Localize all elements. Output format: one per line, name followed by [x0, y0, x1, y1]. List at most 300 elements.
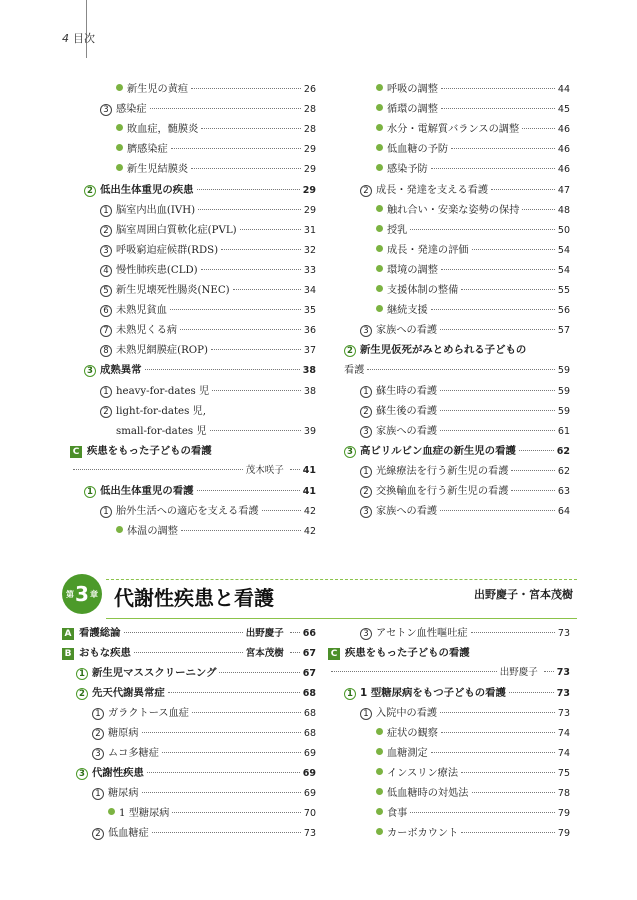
- toc-entry-page: 67: [302, 648, 316, 659]
- bullet-icon: [116, 144, 123, 151]
- leader-dots: [171, 148, 301, 149]
- toc-entry: [360, 261, 570, 277]
- item-number-badge: 1: [92, 788, 104, 800]
- toc-entry: [70, 281, 316, 297]
- leader-dots: [180, 329, 301, 330]
- leader-dots: [290, 469, 300, 470]
- toc-entry-page: 79: [557, 808, 570, 819]
- toc-entry: [360, 281, 570, 297]
- toc-entry: [360, 402, 570, 418]
- toc-entry-title: 1 型糖尿病をもつ子どもの看護: [360, 687, 506, 699]
- toc-entry-title: 低血糖の予防: [387, 144, 449, 156]
- leader-dots: [181, 530, 301, 531]
- item-number-badge: 3: [360, 325, 372, 337]
- toc-entry-page: 36: [303, 325, 316, 337]
- toc-entry-page: 35: [303, 305, 316, 317]
- bullet-icon: [376, 225, 383, 232]
- item-number-badge: 3: [100, 245, 112, 257]
- toc-entry-page: 54: [557, 264, 570, 276]
- leader-dots: [522, 128, 555, 129]
- toc-entry: [62, 744, 316, 760]
- toc-entry: [328, 644, 570, 660]
- toc-entry-page: 50: [557, 224, 570, 236]
- toc-entry-author: 茂木咲子: [245, 464, 284, 476]
- toc-entry-page: 74: [557, 748, 570, 759]
- toc-entry: [70, 80, 316, 96]
- toc-entry-title: 感染予防: [387, 164, 428, 176]
- leader-dots: [191, 168, 301, 169]
- toc-entry: [360, 784, 570, 800]
- bullet-icon: [376, 305, 383, 312]
- toc-entry-title: 新生児マススクリーニング: [92, 667, 217, 679]
- toc-entry-title: 新生児の黄疸: [127, 84, 189, 95]
- leader-dots: [441, 88, 555, 89]
- leader-dots: [221, 249, 301, 250]
- leader-dots: [431, 752, 555, 753]
- leader-dots: [511, 470, 554, 471]
- chapter-rule-solid: [106, 618, 577, 619]
- toc-entry-title: 糖尿病: [108, 788, 139, 799]
- toc-entry-title: 低出生体重児の看護: [100, 485, 194, 497]
- toc-entry: [360, 321, 570, 337]
- leader-dots: [192, 712, 301, 713]
- toc-entry-page: 38: [302, 365, 316, 377]
- toc-entry-title: 家族への看護: [376, 425, 438, 437]
- toc-entry-title: 家族への看護: [376, 506, 438, 518]
- toc-entry-page: 74: [557, 728, 570, 739]
- leader-dots: [124, 632, 243, 633]
- toc-entry-title: 臍感染症: [127, 144, 168, 156]
- toc-entry: [70, 361, 316, 377]
- toc-entry-title: アセトン血性嘔吐症: [376, 628, 468, 639]
- toc-entry-title: おもな疾患: [79, 647, 131, 659]
- bullet-icon: [376, 124, 383, 131]
- toc-entry: [360, 724, 570, 740]
- item-number-badge: 2: [92, 828, 104, 840]
- chapter-rule-dashed: [106, 579, 577, 580]
- leader-dots: [152, 832, 301, 833]
- toc-entry-title: 感染症: [116, 104, 147, 116]
- toc-entry-page: 46: [557, 124, 570, 136]
- leader-dots: [150, 108, 301, 109]
- toc-entry: [62, 684, 316, 700]
- item-number-badge: 3: [360, 506, 372, 518]
- bullet-icon: [376, 728, 383, 735]
- leader-dots: [461, 289, 555, 290]
- leader-dots: [441, 108, 555, 109]
- leader-dots: [212, 390, 301, 391]
- leader-dots: [168, 692, 300, 693]
- toc-entry: [360, 382, 570, 398]
- toc-entry-page: 44: [557, 84, 570, 95]
- toc-entry-page: 63: [557, 486, 570, 497]
- toc-entry-page: 39: [303, 425, 316, 437]
- toc-entry: [360, 704, 570, 720]
- toc-entry-page: 46: [557, 144, 570, 156]
- toc-entry-title: 未熟児くる病: [116, 325, 178, 337]
- toc-entry-title: 授乳: [387, 224, 408, 236]
- leader-dots: [472, 792, 555, 793]
- toc-entry-title: 糖原病: [108, 728, 139, 739]
- toc-entry-page: 38: [303, 385, 316, 397]
- toc-entry: [70, 140, 316, 156]
- leader-dots: [201, 128, 301, 129]
- toc-entry-page: 73: [556, 667, 570, 678]
- toc-entry: [62, 764, 316, 780]
- toc-entry-page: 41: [302, 486, 316, 497]
- toc-entry-title: 敗血症，髄膜炎: [127, 124, 199, 136]
- toc-entry-page: 62: [556, 445, 570, 457]
- toc-entry-page: 34: [303, 285, 316, 296]
- leader-dots: [73, 469, 243, 470]
- toc-entry: [70, 502, 316, 518]
- chapter-prefix: 第: [66, 589, 75, 599]
- leader-dots: [440, 430, 555, 431]
- leader-dots: [172, 812, 300, 813]
- toc-entry-title: 代謝性疾患: [92, 767, 144, 779]
- leader-dots: [461, 772, 555, 773]
- toc-entry-title: 看護: [344, 365, 365, 377]
- toc-entry-page: 57: [557, 325, 570, 337]
- toc-entry: [360, 301, 570, 317]
- toc-entry-page: 69: [302, 768, 316, 779]
- leader-dots: [441, 269, 555, 270]
- toc-entry-page: 68: [302, 688, 316, 699]
- toc-entry-title: 水分・電解質バランスの調整: [387, 124, 520, 136]
- toc-entry-title: light-for-dates 児,: [116, 405, 206, 417]
- toc-entry: [70, 402, 316, 418]
- leader-dots: [491, 189, 555, 190]
- leader-dots: [440, 510, 555, 511]
- chapter-badge: [62, 574, 102, 614]
- toc-entry-page: 33: [303, 264, 316, 276]
- toc-entry: [344, 442, 570, 458]
- page-number: 4: [62, 31, 69, 45]
- item-number-badge: 2: [360, 486, 372, 498]
- toc-entry-title: 疾患をもった子どもの看護: [345, 647, 470, 659]
- toc-entry: [70, 341, 316, 357]
- item-number-badge: 3: [100, 104, 112, 116]
- toc-entry: [70, 522, 316, 538]
- toc-entry: [360, 160, 570, 176]
- toc-entry: [360, 482, 570, 498]
- bullet-icon: [376, 748, 383, 755]
- leader-dots: [210, 430, 301, 431]
- toc-entry: [70, 201, 316, 217]
- toc-entry: [360, 744, 570, 760]
- toc-entry-page: 73: [557, 708, 570, 719]
- leader-dots: [290, 652, 300, 653]
- bullet-icon: [108, 808, 115, 815]
- bullet-icon: [376, 205, 383, 212]
- item-number-badge: 2: [360, 185, 372, 197]
- leader-dots: [440, 410, 555, 411]
- leader-dots: [191, 88, 301, 89]
- bullet-icon: [376, 104, 383, 111]
- toc-entry-title: heavy-for-dates 児: [116, 385, 210, 397]
- toc-entry-title: 1 型糖尿病: [119, 808, 170, 819]
- bullet-icon: [116, 84, 123, 91]
- toc-entry-title: 慢性肺疾患(CLD): [116, 264, 198, 276]
- item-number-badge: 1: [92, 708, 104, 720]
- toc-entry-title: 蘇生時の看護: [376, 385, 438, 397]
- leader-dots: [472, 249, 555, 250]
- leader-dots: [431, 309, 555, 310]
- leader-dots: [219, 672, 299, 673]
- item-number-badge: 2: [92, 728, 104, 740]
- toc-entry-author: 出野慶子: [245, 628, 284, 639]
- leader-dots: [162, 752, 301, 753]
- leader-dots: [367, 369, 555, 370]
- toc-entry: [62, 804, 316, 820]
- toc-entry-page: 78: [557, 788, 570, 799]
- toc-entry: [70, 482, 316, 498]
- item-number-badge: 6: [100, 305, 112, 317]
- toc-entry-page: 41: [302, 464, 316, 476]
- toc-entry-page: 32: [303, 244, 316, 256]
- toc-entry: [62, 704, 316, 720]
- toc-entry-title: 入院中の看護: [376, 708, 438, 719]
- bullet-icon: [116, 124, 123, 131]
- toc-entry-title: 新生児結膜炎: [127, 164, 189, 176]
- toc-entry-title: 循環の調整: [387, 104, 438, 116]
- toc-entry-page: 73: [557, 628, 570, 639]
- toc-entry-title: ガラクトース血症: [108, 708, 189, 719]
- toc-entry-page: 37: [303, 345, 316, 357]
- item-number-badge: 1: [76, 668, 88, 680]
- item-number-badge: 3: [76, 768, 88, 780]
- leader-dots: [471, 632, 555, 633]
- leader-dots: [201, 269, 301, 270]
- toc-entry: [360, 181, 570, 197]
- toc-entry-page: 29: [303, 164, 316, 176]
- chapter-title: 代謝性疾患と看護: [114, 586, 274, 610]
- page-header: [62, 30, 95, 46]
- toc-entry: [70, 120, 316, 136]
- toc-entry-title: 看護総論: [79, 627, 121, 639]
- toc-entry-title: 低血糖時の対処法: [387, 788, 469, 799]
- toc-entry-page: 46: [557, 164, 570, 176]
- toc-entry-page: 29: [302, 184, 316, 196]
- toc-entry: [360, 100, 570, 116]
- section-letter-badge: B: [62, 648, 74, 660]
- toc-entry-title: small-for-dates 児: [116, 425, 207, 437]
- toc-entry: [70, 382, 316, 398]
- toc-entry-page: 79: [557, 828, 570, 839]
- leader-dots: [519, 450, 554, 451]
- section-letter-badge: C: [328, 648, 340, 660]
- section-letter-badge: C: [70, 446, 82, 458]
- toc-entry-page: 59: [557, 365, 570, 377]
- toc-entry: [344, 361, 570, 377]
- leader-dots: [262, 510, 301, 511]
- toc-entry: [62, 644, 316, 660]
- toc-entry: [62, 784, 316, 800]
- toc-entry-page: 64: [557, 506, 570, 518]
- item-number-badge: 1: [360, 708, 372, 720]
- toc-entry-title: 交換輸血を行う新生児の看護: [376, 486, 509, 497]
- toc-entry-title: 光線療法を行う新生児の看護: [376, 465, 509, 477]
- leader-dots: [331, 671, 497, 672]
- toc-entry-page: 29: [303, 204, 316, 216]
- toc-entry: [360, 624, 570, 640]
- toc-entry-page: 45: [557, 104, 570, 116]
- toc-entry: [360, 422, 570, 438]
- toc-entry: [70, 221, 316, 237]
- leader-dots: [197, 189, 300, 190]
- toc-entry-title: 呼吸窮迫症候群(RDS): [116, 244, 219, 256]
- toc-entry-page: 42: [303, 526, 316, 538]
- leader-dots: [461, 832, 555, 833]
- leader-dots: [170, 309, 301, 310]
- toc-entry-page: 55: [557, 285, 570, 296]
- leader-dots: [410, 229, 555, 230]
- toc-entry: [62, 724, 316, 740]
- toc-entry: [360, 140, 570, 156]
- item-number-badge: 2: [344, 345, 356, 357]
- leader-dots: [197, 490, 300, 491]
- toc-entry: [360, 241, 570, 257]
- toc-entry: [344, 684, 570, 700]
- toc-entry: [70, 321, 316, 337]
- leader-dots: [441, 732, 555, 733]
- toc-entry-title: 症状の観察: [387, 728, 438, 739]
- item-number-badge: 7: [100, 325, 112, 337]
- item-number-badge: 3: [360, 628, 372, 640]
- leader-dots: [440, 390, 555, 391]
- bullet-icon: [376, 788, 383, 795]
- item-number-badge: 8: [100, 345, 112, 357]
- toc-entry-page: 66: [302, 628, 316, 639]
- toc-entry-page: 28: [303, 104, 316, 116]
- toc-column-bottom-right: [330, 624, 570, 839]
- toc-entry-page: 31: [303, 224, 316, 236]
- leader-dots: [544, 671, 554, 672]
- toc-entry: [70, 160, 316, 176]
- header-rule: [86, 0, 87, 58]
- toc-entry: [360, 502, 570, 518]
- toc-entry-author: 出野慶子: [499, 667, 538, 678]
- toc-entry-page: 42: [303, 506, 316, 518]
- toc-entry: [70, 301, 316, 317]
- toc-entry-title: 未熟児網膜症(ROP): [116, 345, 208, 357]
- leader-dots: [451, 148, 555, 149]
- leader-dots: [233, 289, 301, 290]
- toc-entry-title: 高ビリルビン血症の新生児の看護: [360, 444, 516, 457]
- chapter-suffix: 章: [89, 589, 98, 599]
- toc-entry: [70, 422, 316, 438]
- toc-entry-title: 成長・発達の評価: [387, 244, 469, 256]
- item-number-badge: 1: [360, 466, 372, 478]
- bullet-icon: [116, 526, 123, 533]
- toc-entry-title: ムコ多糖症: [108, 748, 159, 759]
- item-number-badge: 2: [360, 406, 372, 418]
- item-number-badge: 1: [84, 486, 96, 498]
- toc-entry-title: 成長・発達を支える看護: [376, 184, 489, 196]
- toc-entry-page: 48: [557, 204, 570, 216]
- toc-entry-title: インスリン療法: [387, 768, 459, 779]
- leader-dots: [240, 229, 301, 230]
- toc-entry-title: 支援体制の整備: [387, 285, 459, 296]
- bullet-icon: [116, 164, 123, 171]
- leader-dots: [142, 732, 301, 733]
- chapter-authors: 出野慶子・宮本茂樹: [474, 588, 573, 601]
- toc-entry: [360, 201, 570, 217]
- toc-entry-title: 継続支援: [387, 305, 428, 317]
- toc-entry-title: 血糖測定: [387, 748, 428, 759]
- header-title: 目次: [73, 32, 95, 45]
- toc-entry: [360, 462, 570, 478]
- toc-entry: [70, 261, 316, 277]
- toc-entry-title: 家族への看護: [376, 325, 438, 337]
- toc-entry-title: 脳室周囲白質軟化症(PVL): [116, 224, 237, 236]
- toc-entry: [62, 664, 316, 680]
- toc-entry: [70, 442, 316, 458]
- toc-entry-page: 69: [303, 748, 316, 759]
- toc-entry: [70, 181, 316, 197]
- toc-entry-title: 食事: [387, 808, 408, 819]
- toc-entry: [70, 241, 316, 257]
- toc-entry: [360, 824, 570, 840]
- bullet-icon: [376, 768, 383, 775]
- toc-entry-page: 73: [556, 688, 570, 699]
- toc-entry-title: 環境の調整: [387, 264, 438, 276]
- toc-entry: [360, 764, 570, 780]
- toc-entry: [360, 120, 570, 136]
- toc-entry-page: 54: [557, 244, 570, 256]
- bullet-icon: [376, 84, 383, 91]
- bullet-icon: [376, 164, 383, 171]
- toc-entry-title: 新生児壊死性腸炎(NEC): [116, 285, 230, 296]
- bullet-icon: [376, 808, 383, 815]
- toc-entry-title: 成熟異常: [100, 364, 142, 377]
- toc-entry-title: 新生児仮死がみとめられる子どもの: [360, 344, 527, 357]
- toc-entry-title: 蘇生後の看護: [376, 405, 438, 417]
- item-number-badge: 1: [360, 386, 372, 398]
- leader-dots: [522, 209, 554, 210]
- toc-entry: [62, 824, 316, 840]
- toc-entry-page: 59: [557, 405, 570, 417]
- chapter-number: 3: [75, 582, 89, 606]
- toc-entry: [360, 221, 570, 237]
- toc-entry-page: 70: [303, 808, 316, 819]
- toc-entry-title: 呼吸の調整: [387, 84, 438, 95]
- toc-column-top-right: [344, 80, 570, 550]
- toc-entry: [70, 462, 316, 478]
- leader-dots: [431, 168, 555, 169]
- item-number-badge: 3: [92, 748, 104, 760]
- toc-entry-page: 67: [302, 668, 316, 679]
- toc-entry-page: 61: [557, 425, 570, 437]
- toc-entry: [360, 80, 570, 96]
- chapter-header: [62, 570, 577, 620]
- leader-dots: [134, 652, 243, 653]
- toc-entry: [328, 664, 570, 680]
- item-number-badge: 1: [100, 386, 112, 398]
- leader-dots: [290, 632, 300, 633]
- item-number-badge: 1: [344, 688, 356, 700]
- item-number-badge: 3: [360, 426, 372, 438]
- item-number-badge: 2: [76, 688, 88, 700]
- toc-entry-page: 56: [557, 305, 570, 317]
- leader-dots: [509, 692, 554, 693]
- leader-dots: [147, 772, 300, 773]
- toc-entry-page: 59: [557, 385, 570, 397]
- toc-entry-page: 26: [303, 84, 316, 95]
- toc-entry-title: 体温の調整: [127, 526, 178, 538]
- section-letter-badge: A: [62, 628, 74, 640]
- item-number-badge: 1: [100, 205, 112, 217]
